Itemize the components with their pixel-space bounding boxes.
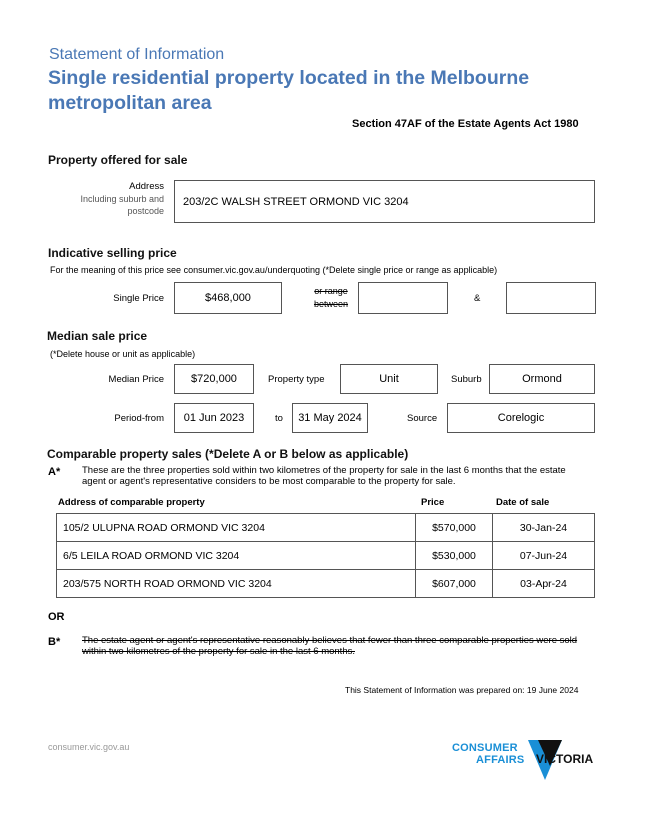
comp-price: $530,000 [416,542,493,570]
comp-address: 105/2 ULUPNA ROAD ORMOND VIC 3204 [57,514,416,542]
table-row [57,542,595,570]
col-address-header: Address of comparable property [58,497,205,508]
logo-consumer-text: CONSUMER [452,742,518,754]
source-label: Source [407,413,438,424]
comparable-section-title: Comparable property sales (*Delete A or B below as applicable) [47,447,409,461]
comparable-table [56,513,595,598]
logo-affairs-text: AFFAIRS [476,754,525,766]
range-label-1: or range [314,286,348,296]
source-field [447,403,595,433]
period-from-label: Period-from [114,413,164,424]
table-row [57,514,595,542]
period-to-field [292,403,368,433]
median-price-value: $720,000 [191,373,237,385]
comp-address: 6/5 LEILA ROAD ORMOND VIC 3204 [57,542,416,570]
single-price-label: Single Price [113,293,164,304]
suburb-field [489,364,595,394]
range-label-2: between [313,299,349,309]
option-b-marker: B* [48,636,61,648]
footer-website: consumer.vic.gov.au [48,742,130,752]
address-label: Address [129,181,164,192]
address-sublabel-1: Including suburb and [80,194,164,204]
address-field [174,180,595,223]
range-high-field [506,282,596,314]
period-from-value: 01 Jun 2023 [183,412,245,424]
comp-date: 30-Jan-24 [493,514,595,542]
single-price-field [174,282,282,314]
single-price-value: $468,000 [205,292,251,304]
source-value: Corelogic [497,412,545,424]
to-label: to [275,413,283,424]
selling-price-note: For the meaning of this price see consumer.vic.gov.au/underquoting (*Delete single price or range as applicable) [50,265,498,275]
option-a-marker: A* [48,466,61,478]
period-from-field [174,403,254,433]
table-row [57,570,595,598]
option-a-text: These are the three properties sold within two kilometres of the property for sale in the last 6 months that the estate agent or agent's representative considers to be most comparable to the property for sale. [82,465,566,487]
comp-date: 07-Jun-24 [493,542,595,570]
page-title-line1: Single residential property located in the Melbourne [48,67,530,89]
comp-address: 203/575 NORTH ROAD ORMOND VIC 3204 [57,570,416,598]
address-sublabel-2: postcode [127,206,164,216]
subtitle: Statement of Information [49,46,225,63]
suburb-value: Ormond [522,373,562,385]
consumer-affairs-logo [452,740,602,782]
selling-price-section-title: Indicative selling price [48,246,177,260]
range-low-field [358,282,448,314]
property-type-label: Property type [268,374,325,385]
property-type-value: Unit [379,373,399,385]
logo-victoria-text: VICTORIA [536,752,594,766]
page-title-line2: metropolitan area [48,92,212,114]
property-section-title: Property offered for sale [48,153,188,167]
or-label: OR [48,611,65,623]
period-to-value: 31 May 2024 [298,412,362,424]
property-type-field [340,364,438,394]
col-price-header: Price [421,497,445,508]
median-price-field [174,364,254,394]
median-price-label: Median Price [108,374,164,385]
address-value: 203/2C WALSH STREET ORMOND VIC 3204 [183,195,409,208]
act-reference: Section 47AF of the Estate Agents Act 1980 [352,118,579,130]
comp-price: $607,000 [416,570,493,598]
prepared-date: This Statement of Information was prepared on: 19 June 2024 [345,685,579,695]
median-section-title: Median sale price [47,329,148,343]
comp-price: $570,000 [416,514,493,542]
median-note: (*Delete house or unit as applicable) [50,349,196,359]
col-date-header: Date of sale [496,497,550,508]
option-b-text: The estate agent or agent's representative reasonably believes that fewer than three comparable properties were sold within two kilometres of the property for sale in the last 6 months. [82,635,578,657]
suburb-label: Suburb [451,374,482,385]
ampersand: & [474,293,481,304]
comp-date: 03-Apr-24 [493,570,595,598]
